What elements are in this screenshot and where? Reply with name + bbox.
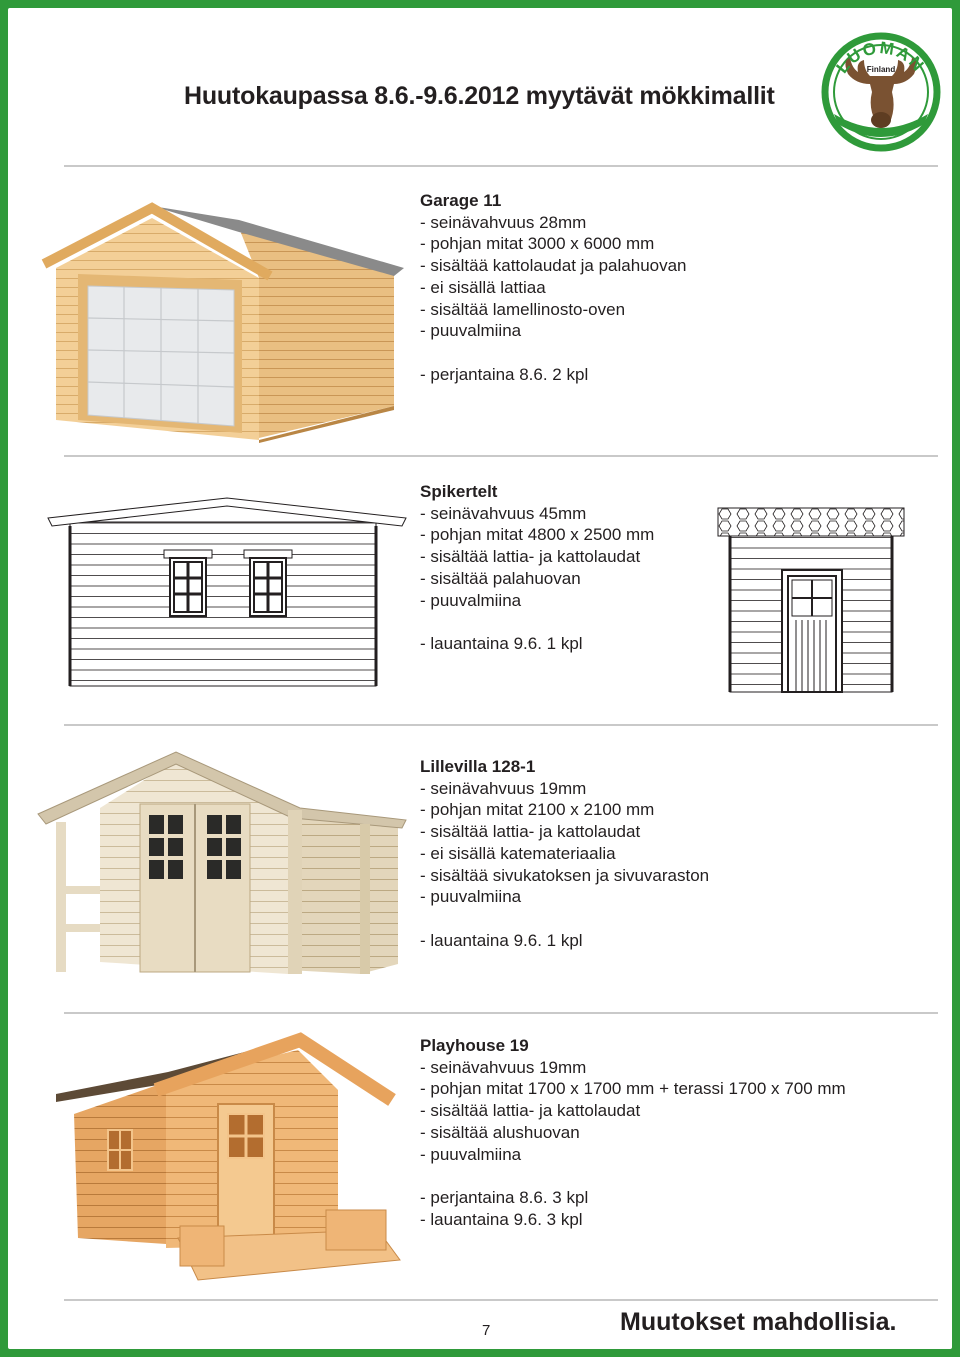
footer-note: Muutokset mahdollisia. xyxy=(620,1308,897,1336)
window-icon xyxy=(148,814,184,880)
window-icon xyxy=(108,1130,132,1170)
window-icon xyxy=(228,1114,264,1158)
spec-line: - seinävahvuus 28mm xyxy=(420,212,587,232)
spec-line: - puuvalmiina xyxy=(420,887,522,907)
spec-line: - seinävahvuus 19mm xyxy=(420,778,587,798)
spec-line: - sisältää alushuovan xyxy=(420,1122,580,1142)
divider xyxy=(64,165,938,167)
page xyxy=(8,8,952,1349)
spec-line: - sisältää lattia- ja kattolaudat xyxy=(420,1101,641,1121)
window-icon xyxy=(164,550,212,616)
spec-line: - sisältää palahuovan xyxy=(420,568,581,588)
product-spikertelt xyxy=(420,481,654,655)
spec-line: - ei sisällä katemateriaalia xyxy=(420,843,616,863)
page-title: Huutokaupassa 8.6.-9.6.2012 myytävät mökkimallit xyxy=(184,82,775,110)
product-garage-11 xyxy=(420,190,687,385)
spec-line: - puuvalmiina xyxy=(420,1144,522,1164)
product-name: Garage 11 xyxy=(420,191,502,210)
spec-line: - pohjan mitat 1700 x 1700 mm + terassi 1700 x 700 mm xyxy=(420,1079,846,1099)
divider xyxy=(64,455,938,457)
product-name: Playhouse 19 xyxy=(420,1036,529,1055)
spec-line: - sisältää sivukatoksen ja sivuvaraston xyxy=(420,865,710,885)
spec-line: - pohjan mitat 2100 x 2100 mm xyxy=(420,800,655,820)
divider xyxy=(64,1299,938,1301)
divider xyxy=(64,724,938,726)
window-icon xyxy=(206,814,242,880)
door-icon xyxy=(782,570,842,692)
lillevilla-128-1-image xyxy=(30,748,410,978)
spec-line: - puuvalmiina xyxy=(420,321,522,341)
auction-line: - lauantaina 9.6. 3 kpl xyxy=(420,1209,583,1229)
spec-line: - pohjan mitat 4800 x 2500 mm xyxy=(420,525,655,545)
product-name: Lillevilla 128-1 xyxy=(420,757,536,776)
auction-line: - perjantaina 8.6. 3 kpl xyxy=(420,1187,589,1207)
svg-text:LUOMAN: LUOMAN xyxy=(832,38,929,77)
spec-line: - puuvalmiina xyxy=(420,590,522,610)
spec-line: - seinävahvuus 45mm xyxy=(420,503,587,523)
spec-line: - sisältää lattia- ja kattolaudat xyxy=(420,822,641,842)
spec-line: - sisältää lattia- ja kattolaudat xyxy=(420,547,641,567)
window-icon xyxy=(244,550,292,616)
product-playhouse-19 xyxy=(420,1035,846,1230)
spec-line: - pohjan mitat 3000 x 6000 mm xyxy=(420,234,655,254)
divider xyxy=(64,1012,938,1014)
garage-11-image xyxy=(34,198,406,443)
luoman-logo xyxy=(820,22,942,160)
playhouse-19-image xyxy=(48,1030,408,1288)
spec-line: - sisältää lamellinosto-oven xyxy=(420,299,626,319)
page-number: 7 xyxy=(482,1322,491,1339)
spec-line: - sisältää kattolaudat ja palahuovan xyxy=(420,256,687,276)
product-name: Spikertelt xyxy=(420,482,498,501)
spikertelt-front-drawing xyxy=(42,492,412,692)
svg-text:Finland: Finland xyxy=(866,65,896,74)
spec-line: - seinävahvuus 19mm xyxy=(420,1057,587,1077)
auction-line: - perjantaina 8.6. 2 kpl xyxy=(420,364,589,384)
auction-line: - lauantaina 9.6. 1 kpl xyxy=(420,930,583,950)
auction-line: - lauantaina 9.6. 1 kpl xyxy=(420,633,583,653)
spec-line: - ei sisällä lattiaa xyxy=(420,277,546,297)
product-lillevilla-128-1 xyxy=(420,756,709,951)
spikertelt-side-drawing xyxy=(716,496,916,696)
